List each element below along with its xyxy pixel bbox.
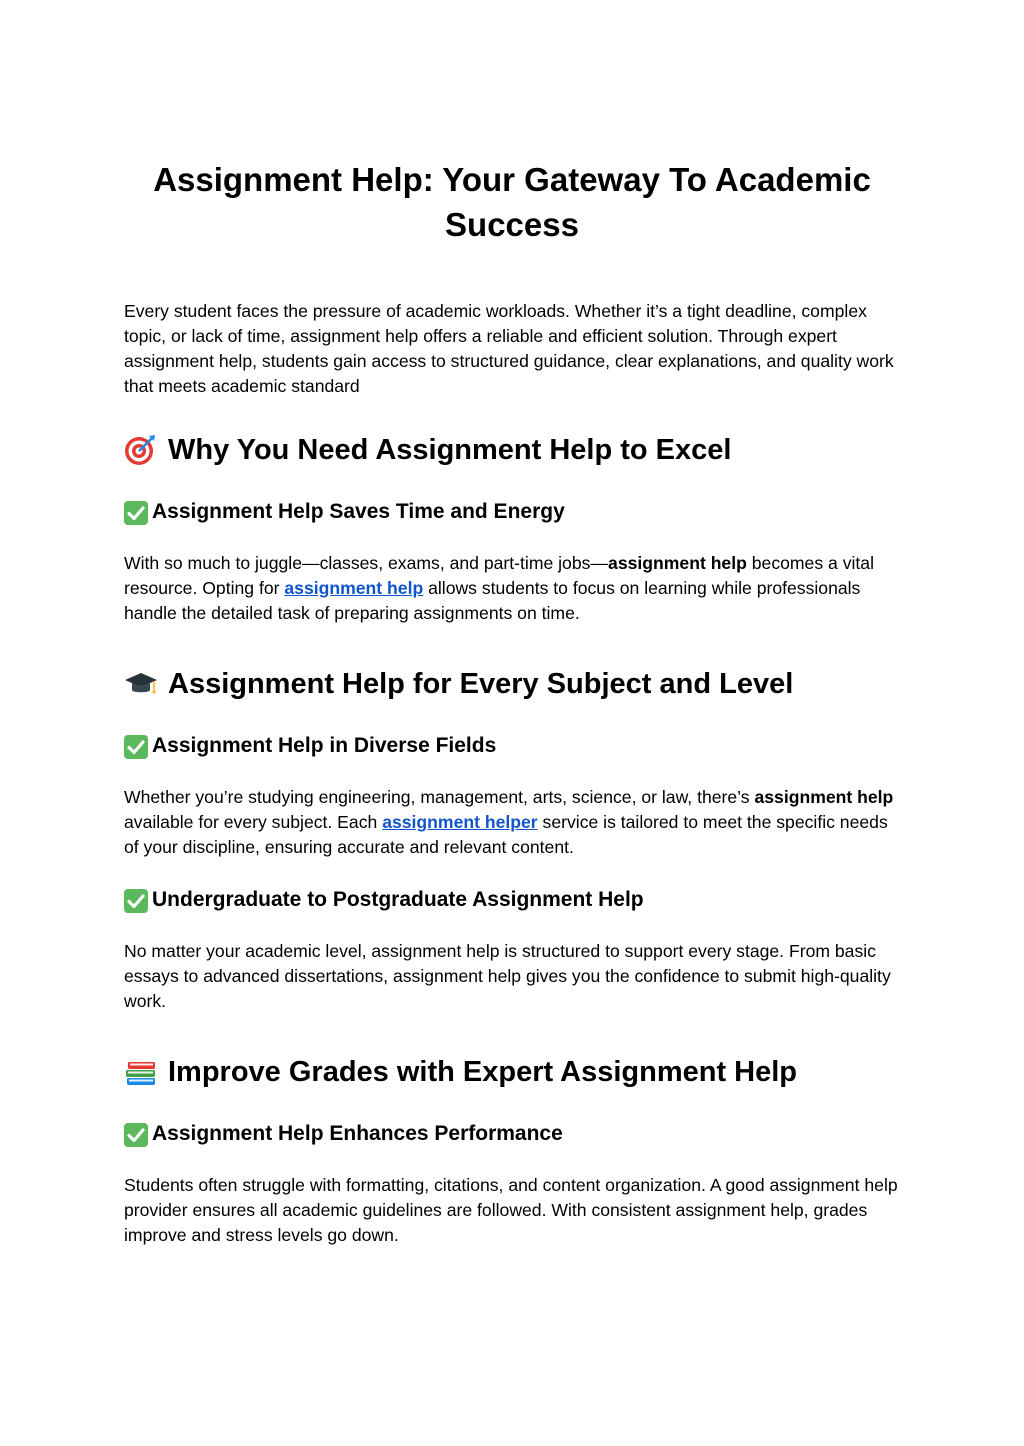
check-mark-icon	[124, 1123, 148, 1147]
section-heading-text: Improve Grades with Expert Assignment Help	[168, 1056, 798, 1088]
subsection-heading-text: Assignment Help Enhances Performance	[152, 1122, 563, 1145]
section-heading-text: Assignment Help for Every Subject and Level	[168, 668, 794, 700]
paragraph-text: allows students to focus on learning while professionals handle the detailed task of preparing assignments on time.	[124, 578, 861, 623]
books-icon	[124, 1056, 158, 1088]
subsection-heading-text: Undergraduate to Postgraduate Assignment Help	[152, 888, 644, 911]
subsection-heading-text: Assignment Help in Diverse Fields	[152, 734, 497, 757]
check-mark-icon	[124, 735, 148, 759]
enhances-performance-paragraph: Students often struggle with formatting, citations, and content organization. A good assignment help provider ensures all academic guidelines are followed. With consistent assignment help, grades improve and stress levels go down.	[124, 1175, 898, 1245]
intro-paragraph: Every student faces the pressure of academic workloads. Whether it’s a tight deadline, complex topic, or lack of time, assignment help offers a reliable and efficient solution. Through expert assignment help, students gain access to structured guidance, clear explanations, and quality work that meets academic standard	[124, 301, 894, 396]
section-heading-improve-grades	[124, 1053, 900, 1091]
section-heading-text: Why You Need Assignment Help to Excel	[168, 434, 732, 466]
section-heading-every-subject	[124, 665, 900, 703]
bold-keyword: assignment help	[754, 787, 894, 807]
undergraduate-paragraph: No matter your academic level, assignment help is structured to support every stage. From basic essays to advanced dissertations, assignment help gives you the confidence to submit high-quality work.	[124, 941, 891, 1011]
subsection-heading-saves-time	[124, 498, 900, 526]
subsection-heading-diverse-fields	[124, 732, 900, 760]
paragraph-text: service is tailored to meet the specific needs of your discipline, ensuring accurate and relevant content.	[124, 812, 888, 857]
page-title: Assignment Help: Your Gateway To Academic Success	[153, 161, 871, 243]
section-heading-why-you-need	[124, 431, 900, 469]
check-mark-icon	[124, 501, 148, 525]
subsection-heading-undergraduate	[124, 886, 900, 914]
assignment-help-link[interactable]: assignment help	[284, 578, 424, 598]
subsection-heading-enhances-performance	[124, 1120, 900, 1148]
diverse-fields-paragraph	[124, 785, 900, 860]
paragraph-text: Whether you’re studying engineering, management, arts, science, or law, there’s	[124, 787, 755, 807]
graduation-cap-icon	[124, 668, 158, 700]
paragraph-text: becomes a vital resource. Opting for	[124, 553, 874, 598]
check-mark-icon	[124, 889, 148, 913]
assignment-helper-link[interactable]: assignment helper	[382, 812, 538, 832]
paragraph-text: With so much to juggle—classes, exams, and part-time jobs—	[124, 553, 609, 573]
bold-keyword: assignment help	[608, 553, 747, 573]
target-icon	[124, 434, 156, 466]
paragraph-text: available for every subject. Each	[124, 812, 383, 832]
subsection-heading-text: Assignment Help Saves Time and Energy	[152, 500, 565, 523]
saves-time-paragraph	[124, 551, 900, 626]
